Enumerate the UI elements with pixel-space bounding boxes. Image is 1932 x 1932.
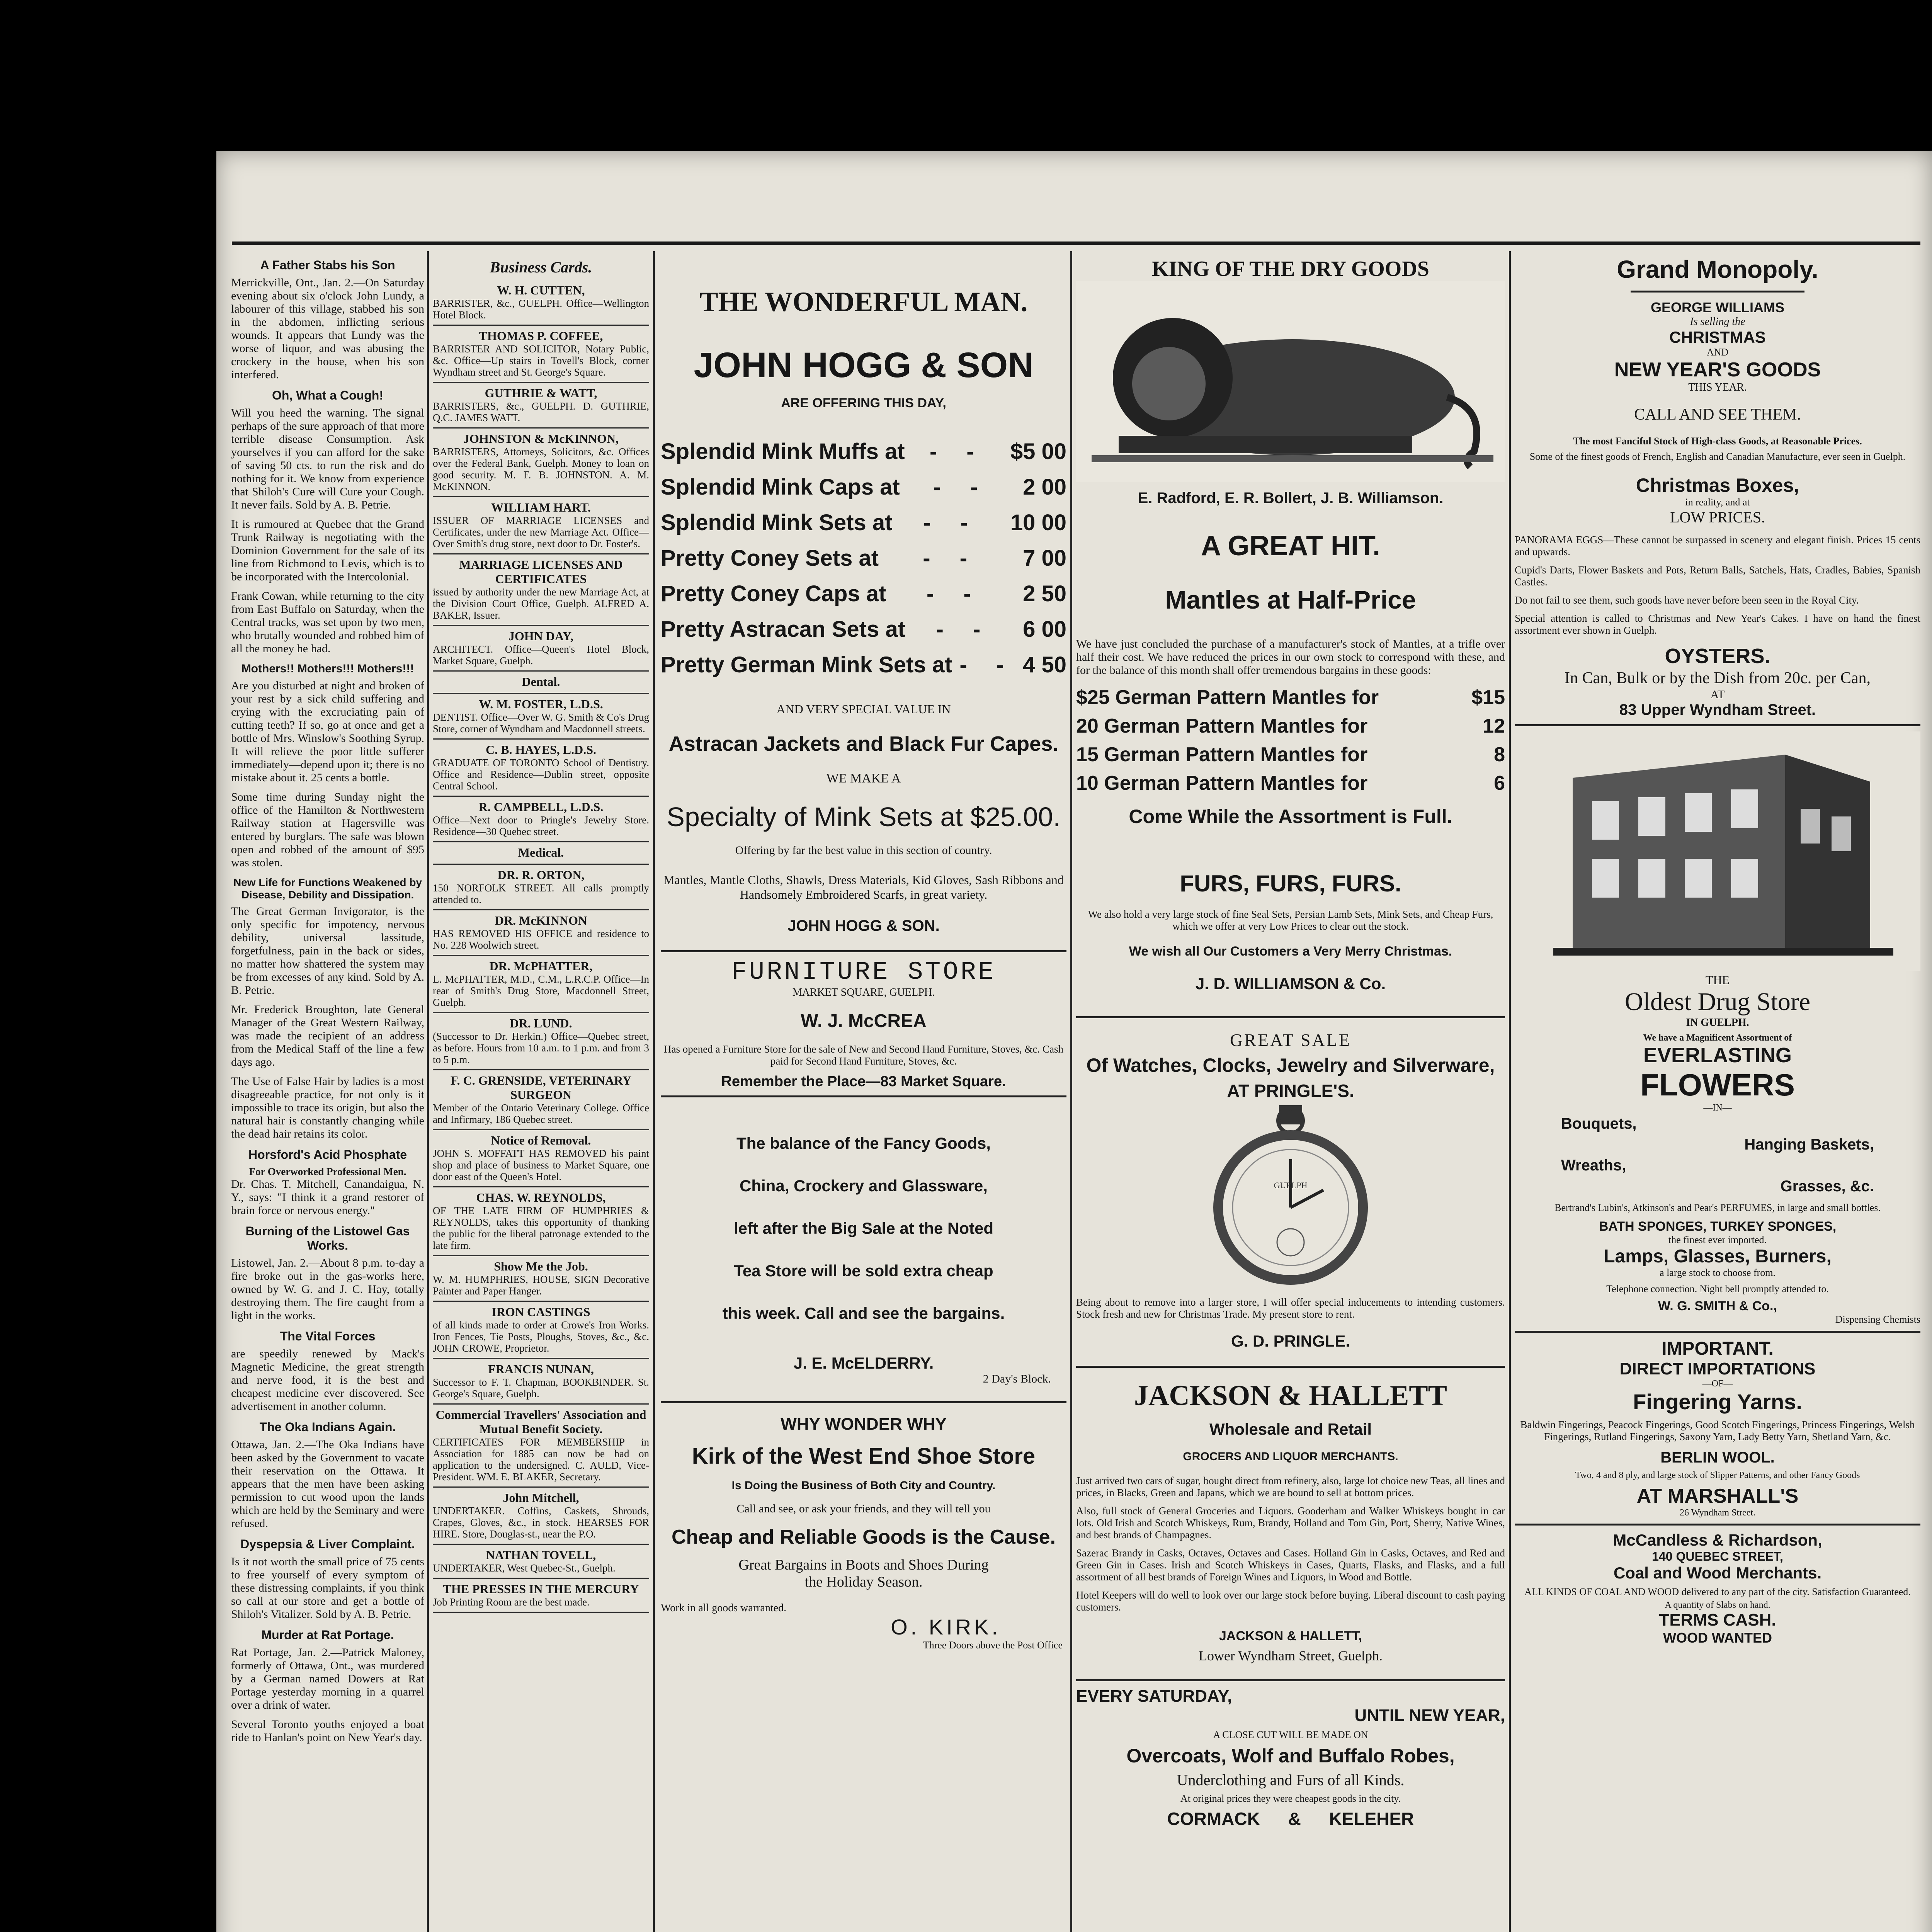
card-title: FRANCIS NUNAN, [488,1362,594,1376]
ad-text: the finest ever imported. [1668,1234,1767,1245]
item-name: Pretty German Mink Sets at [661,652,952,677]
item-price: $5 00 [1010,439,1066,464]
ad-name: GEORGE WILLIAMS [1651,299,1784,315]
item-name: Pretty Coney Sets at [661,546,879,571]
item-price: 7 00 [1023,546,1066,571]
headline: A Father Stabs his Son [260,258,395,272]
leader-dashes: - - [923,510,980,535]
article-text: Listowel, Jan. 2.—About 8 p.m. to-day a fire broke out in the gas-works here, owned by W. G. and J. C. Hay, totally destroying them. The fire caught from a light in the works. [231,1257,424,1322]
business-card [433,865,649,910]
card-title: GUTHRIE & WATT, [485,386,597,400]
ad-subtitle: Wholesale and Retail [1209,1420,1372,1438]
tea-store-ad [661,1103,1066,1342]
ad-text: Two, 4 and 8 ply, and large stock of Slipper Patterns, and other Fancy Goods [1575,1470,1860,1480]
ad-signature: O. KIRK. [891,1615,1001,1639]
business-card [433,1130,649,1187]
business-card-list [433,280,649,1613]
item-price: 10 00 [1010,510,1066,535]
article-text: Several Toronto youths enjoyed a boat ride to Hanlan's point on New Year's day. [231,1718,424,1744]
leader-dashes: - - [926,581,983,606]
article-text: Merrickville, Ont., Jan. 2.—On Saturday evening about six o'clock John Lundy, a labourer of this village, stabbed his son in the abdomen, inflicting serious wounds. It appears that Lundy was the worse of liquor, and was abusing the crockery in the house, when his son interfered. [231,276,424,381]
ad-text: PANORAMA EGGS—These cannot be surpassed in scenery and elegant finish. Prices 15 cents and upwards. [1515,534,1920,558]
divider [1076,1679,1505,1681]
lion-illustration [1076,281,1505,482]
card-title: IRON CASTINGS [492,1305,590,1319]
item-price: 2 50 [1023,581,1066,606]
leader-dashes: - - [923,546,979,571]
business-card [433,1187,649,1256]
price-row [661,505,1066,541]
ad-text: Lower Wyndham Street, Guelph. [1198,1648,1383,1663]
card-body: (Successor to Dr. Herkin.) Office—Quebec street, as before. Hours from 10 a.m. to 1 p.m. and from 3 to 5 p.m. [433,1031,649,1065]
ad-name: W. J. McCREA [801,1011,927,1031]
item-name: $25 German Pattern Mantles for [1076,686,1379,709]
ad-text: Mantles, Mantle Cloths, Shawls, Dress Materials, Kid Gloves, Sash Ribbons and Handsomely Embroidered Scarfs, in great variety. [663,873,1064,901]
ad-text: Bertrand's Lubin's, Atkinson's and Pear's PERFUMES, in large and small bottles. [1554,1202,1881,1213]
headline: Dyspepsia & Liver Complaint. [240,1537,415,1551]
article-text: Frank Cowan, while returning to the city from East Buffalo on Saturday, when the Central tracks, was set upon by two men, who brutally wounded and robbed him of all the money he had. [231,590,424,655]
business-card [433,797,649,842]
ad-title: Grand Monopoly. [1617,255,1818,283]
card-title: NATHAN TOVELL, [486,1548,596,1562]
card-title: Show Me the Job. [494,1259,588,1273]
article-text: The Great German Invigorator, is the only specific for impotency, nervous debility, universal lassitude, forgetfulness, pain in the back or sides, no matter how shattered the system may be from excesses of any kind. Sold by A. B. Petrie. [231,905,424,997]
item-price: $15 [1471,686,1505,709]
article-text: It is rumoured at Quebec that the Grand Trunk Railway is negotiating with the Dominion Government for the sale of its line from Richmond to Levis, which is to be incorporated with the Intercolonial. [231,518,424,583]
ad-text: AT [1710,688,1725,701]
ad-line: BATH SPONGES, TURKEY SPONGES, [1599,1219,1837,1234]
price-row [661,434,1066,469]
ad-line: BERLIN WOOL. [1660,1449,1775,1466]
card-title: JOHN DAY, [508,629,574,643]
card-title: Dental. [522,675,560,689]
ad-subtitle: GROCERS AND LIQUOR MERCHANTS. [1183,1450,1398,1463]
ad-title: UNTIL NEW YEAR, [1354,1706,1505,1725]
ad-line: left after the Big Sale at the Noted [733,1219,994,1237]
ad-signature: J. E. McELDERRY. [793,1354,934,1372]
card-title: WILLIAM HART. [491,500,591,514]
card-body: L. McPHATTER, M.D., C.M., L.R.C.P. Office—In rear of Smith's Drug Store, Macdonnell Street, Guelph. [433,973,649,1008]
ad-title: AT MARSHALL'S [1636,1485,1799,1507]
ad-text: AND [1706,347,1729,358]
business-card [433,740,649,797]
divider [1076,1366,1505,1368]
article-text: Mr. Frederick Broughton, late General Manager of the Great Western Railway, was made the recipient of an address from the Medical Staff of the line a few days ago. [231,1003,424,1068]
card-title: DR. McPHATTER, [489,959,593,973]
card-body: Successor to F. T. Chapman, BOOKBINDER. St. George's Square, Guelph. [433,1376,649,1400]
article-text: Dr. Chas. T. Mitchell, Canandaigua, N. Y., says: "I think it a grand restorer of brain force or nervous energy." [231,1178,424,1217]
item-price: 6 [1494,772,1505,794]
ad-signature: JACKSON & HALLETT, [1219,1629,1362,1643]
item-price: 6 00 [1023,617,1066,642]
business-card [433,1545,649,1579]
williamson-column [1076,251,1505,1932]
card-body: Job Printing Room are the best made. [433,1596,590,1608]
ad-line: WOOD WANTED [1663,1630,1772,1646]
card-body: BARRISTERS, Attorneys, Solicitors, &c. Offices over the Federal Bank, Guelph. Money to loan on good security. M. F. B. JOHNSTON. A. M. McKINNON. [433,446,649,492]
card-title: THOMAS P. COFFEE, [479,329,603,343]
ad-text: MARKET SQUARE, GUELPH. [792,986,935,998]
ad-text: At original prices they were cheapest goods in the city. [1180,1793,1401,1804]
card-title: Medical. [518,845,564,859]
card-body: ISSUER OF MARRIAGE LICENSES and Certificates, under the new Marriage Act. Office—Over Smith's drug store, next door to Dr. Foster's. [433,515,649,549]
ad-text: THIS YEAR. [1688,381,1747,393]
ad-text: Just arrived two cars of sugar, bought direct from refinery, also, large lot choice new Teas, all lines and prices, in Blacks, Green and Japans, which we are bound to sell at bottom prices. [1076,1475,1505,1498]
business-card [433,626,649,672]
divider [1515,724,1920,726]
article-text: are speedily renewed by Mack's Magnetic Medicine, the great strength and nerve food, it is the best and cheapest medicine ever discovered. See advertisement in another column. [231,1347,424,1413]
item-name: Pretty Coney Caps at [661,581,886,606]
business-card [433,1070,649,1130]
item-price: 8 [1494,743,1505,766]
ad-line: Specialty of Mink Sets at $25.00. [667,802,1061,832]
ad-text: Has opened a Furniture Store for the sale of New and Second Hand Furniture, Stoves, &c. Cash paid for Second Hand Furniture, Stoves, &c. [663,1043,1063,1067]
ad-text: Sazerac Brandy in Casks, Octaves, Octaves and Cases. Holland Gin in Casks, Octaves, and Red and Green Gin in Cases. Irish and Scotch Whiskeys in Cases, Quarts, Flasks, and Flasks, and a full assortment of all best brands of Foreign Wines and Liquors, in Wood and Bottle. [1076,1547,1505,1583]
ad-signature: G. D. PRINGLE. [1231,1332,1350,1350]
ad-signature: CORMACK & KELEHER [1167,1809,1414,1829]
newspaper-page [216,151,1932,1932]
column-rule [1509,251,1511,1932]
ad-title: Kirk of the West End Shoe Store [692,1444,1036,1469]
card-body: DENTIST. Office—Over W. G. Smith & Co's Drug Store, corner of Wyndham and Macdonnell streets. [433,711,649,735]
business-card [433,1405,649,1488]
divider [1515,1331,1920,1333]
item-price: 2 00 [1023,474,1066,500]
divider [661,1095,1066,1097]
card-body: issued by authority under the new Marriage Act, at the Division Court Office, Guelph. ALFRED A. BAKER, Issuer. [433,586,649,621]
business-card [433,1013,649,1070]
article-text: Are you disturbed at night and broken of your rest by a sick child suffering and crying with the excruciating pain of cutting teeth? If so, go at once and get a bottle of Mrs. Winslow's Soothing Syrup. It will relieve the poor little sufferer immediately—depend upon it; there is no mistake about it. 25 cents a bottle. [231,679,424,784]
divider [661,1401,1066,1403]
ad-title: FLOWERS [1640,1068,1795,1102]
mantle-price-list [1076,683,1505,798]
ad-text: Call and see, or ask your friends, and they will tell you [736,1502,991,1515]
ad-title: A GREAT HIT. [1201,531,1380,561]
ad-text: Special attention is called to Christmas and New Year's Cakes. I have on hand the finest assortment ever shown in Guelph. [1515,612,1920,636]
price-row [661,576,1066,612]
ad-text: A CLOSE CUT WILL BE MADE ON [1213,1729,1368,1740]
ad-text: A quantity of Slabs on hand. [1665,1600,1770,1610]
ad-title: JACKSON & HALLETT [1134,1380,1447,1412]
mantle-row [1076,769,1505,798]
card-body: BARRISTER, &c., GUELPH. Office—Wellington Hotel Block. [433,298,649,321]
ad-line: Come While the Assortment is Full. [1129,806,1452,827]
ad-line: DIRECT IMPORTATIONS [1619,1359,1816,1378]
ad-title: IMPORTANT. [1662,1338,1774,1359]
ad-text: Also, full stock of General Groceries and Liquors. Gooderham and Walker Whiskeys bought in car lots. Old Irish and Scotch Whiskeys, Rum, Brandy, Holland and Tom Gin, Port, Sherry, Native Wines, and best brands of Champagnes. [1076,1505,1505,1541]
business-card [433,1302,649,1359]
headline: The Vital Forces [280,1329,376,1343]
ad-text: Underclothing and Furs of all Kinds. [1177,1771,1405,1789]
ad-signature: JOHN HOGG & SON. [787,917,940,934]
item-price: 4 50 [1023,652,1066,677]
card-body: CERTIFICATES FOR MEMBERSHIP in Association for 1885 can now be had on application to the undersigned. C. AULD, Vice-President. WM. E. BLAKER, Secretary. [433,1436,649,1483]
subheadline: For Overworked Professional Men. [249,1166,406,1177]
ad-title: EVERY SATURDAY, [1076,1687,1232,1706]
business-card [433,280,649,326]
card-body: UNDERTAKER, West Quebec-St., Guelph. [433,1562,616,1574]
ad-title: Mantles at Half-Price [1165,585,1416,614]
ad-line: Coal and Wood Merchants. [1613,1564,1822,1582]
business-card [433,497,649,554]
divider [1076,1016,1505,1018]
business-cards-column [433,251,649,1932]
ad-text: Cupid's Darts, Flower Baskets and Pots, Return Balls, Satchels, Hats, Cradles, Babies, Spanish Castles. [1515,564,1920,588]
item-price: 12 [1483,715,1505,737]
headline: New Life for Functions Weakened by Disease, Debility and Dissipation. [233,876,422,901]
list-item: Wreaths, [1561,1157,1626,1174]
card-body: W. M. HUMPHRIES, HOUSE, SIGN Decorative Painter and Paper Hanger. [433,1274,649,1297]
list-item: Grasses, &c. [1780,1178,1874,1195]
price-row [661,647,1066,683]
article-text: The Use of False Hair by ladies is a most disagreeable practice, for not only is it impossible to trace its origin, but also the natural hair is constantly changing while the dead hair retains its color. [231,1075,424,1140]
ad-title: Oldest Drug Store [1624,988,1811,1016]
card-body: BARRISTER AND SOLICITOR, Notary Public, &c. Office—Up stairs in Tovell's Block, corner Wyndham street and St. George's Square. [433,343,649,378]
flower-list [1515,1113,1920,1197]
business-card [433,910,649,956]
card-title: CHAS. W. REYNOLDS, [476,1190,606,1204]
column-rule [427,251,429,1932]
card-body: BARRISTERS, &c., GUELPH. D. GUTHRIE, Q.C. JAMES WATT. [433,400,649,423]
ad-line: Lamps, Glasses, Burners, [1604,1246,1832,1267]
card-title: C. B. HAYES, L.D.S. [485,743,596,757]
list-item: Hanging Baskets, [1744,1136,1874,1153]
ad-text: Being about to remove into a larger store, I will offer special inducements to intending customers. Stock fresh and new for Christmas Trade. My present store to rent. [1076,1296,1505,1320]
mantle-row [1076,712,1505,740]
ad-text: Great Bargains in Boots and Shoes During the Holiday Season. [738,1557,989,1590]
card-body: UNDERTAKER. Coffins, Caskets, Shrouds, Crapes, Gloves, &c., in stock. HEARSES FOR HIRE. Store, Douglas-st., near the P.O. [433,1505,649,1540]
business-card [433,326,649,383]
ad-text: Telephone connection. Night bell promptly attended to. [1606,1283,1829,1294]
business-card [433,1359,649,1405]
card-body: 150 NORFOLK STREET. All calls promptly attended to. [433,882,649,905]
business-card [433,554,649,626]
ad-line: 83 Upper Wyndham Street. [1619,701,1816,718]
card-title: THE PRESSES IN THE MERCURY [443,1582,639,1596]
card-title: JOHNSTON & McKINNON, [463,432,619,446]
business-card [433,694,649,740]
ad-title: OYSTERS. [1665,645,1770,668]
ad-text: Offering by far the best value in this section of country. [735,844,992,857]
card-title: W. M. FOSTER, L.D.S. [479,697,603,711]
drug-store-illustration [1515,731,1920,971]
ad-text: AND VERY SPECIAL VALUE IN [776,702,951,716]
headline: The Oka Indians Again. [259,1420,396,1434]
mantle-row [1076,740,1505,769]
ad-text: 2 Day's Block. [983,1372,1051,1385]
item-name: Pretty Astracan Sets at [661,617,905,642]
card-title: John Mitchell, [503,1491,579,1505]
ad-text: Hotel Keepers will do well to look over our large stock before buying. Liberal discount to cash paying customers. [1076,1589,1505,1613]
ad-line: LOW PRICES. [1670,509,1765,526]
ad-signature: W. G. SMITH & Co., [1658,1299,1777,1313]
ad-text: WE MAKE A [826,771,901,786]
ad-line: TERMS CASH. [1659,1611,1776,1629]
watch-face-label: GUELPH [1274,1180,1308,1190]
business-card [433,1579,649,1613]
masthead-rule [232,242,1920,245]
ad-signature: J. D. WILLIAMSON & Co. [1195,975,1386,993]
card-title: MARRIAGE LICENSES AND CERTIFICATES [459,558,623,586]
article-text: Ottawa, Jan. 2.—The Oka Indians have been asked by the Government to vacate their reservation on the Ottawa. It appears that the men have been asking permission to cut wood upon the lands which are held by the Seminary and were refused. [231,1438,424,1530]
ad-text: Dispensing Chemists [1835,1314,1920,1325]
ad-line: NEW YEAR'S GOODS [1614,359,1821,381]
ad-text: In Can, Bulk or by the Dish from 20c. per Can, [1564,669,1871,687]
card-body: HAS REMOVED HIS OFFICE and residence to No. 228 Woolwich street. [433,928,649,951]
ad-text: Is selling the [1690,316,1745,328]
mantle-row [1076,683,1505,712]
ad-line: CHRISTMAS [1669,328,1766,346]
card-body: ARCHITECT. Office—Queen's Hotel Block, Market Square, Guelph. [433,643,649,667]
ad-title: Of Watches, Clocks, Jewelry and Silverware, [1086,1054,1495,1076]
ad-title: FURNITURE STORE [731,957,996,986]
card-title: F. C. GRENSIDE, VETERINARY SURGEON [450,1073,632,1102]
business-card [433,1488,649,1545]
business-card [433,1256,649,1302]
ad-title: AT PRINGLE'S. [1227,1081,1354,1101]
headline: Burning of the Listowel Gas Works. [245,1224,410,1252]
ad-line: EVERLASTING [1643,1044,1792,1067]
column-rule [1070,251,1072,1932]
ad-text: ALL KINDS OF COAL AND WOOD delivered to any part of the city. Satisfaction Guaranteed. [1524,1586,1911,1597]
item-name: Splendid Mink Muffs at [661,439,905,464]
ad-text: Is Doing the Business of Both City and Country. [731,1479,996,1492]
item-name: Splendid Mink Sets at [661,510,893,535]
headline: Murder at Rat Portage. [261,1628,394,1642]
ad-line: Tea Store will be sold extra cheap [734,1262,993,1280]
ad-line: Remember the Place—83 Market Square. [721,1073,1006,1090]
card-body: JOHN S. MOFFATT HAS REMOVED his paint shop and place of business to Market Square, one door east of the Queen's Hotel. [433,1148,649,1182]
business-card [433,383,649,429]
card-title: R. CAMPBELL, L.D.S. [478,800,604,814]
card-body: Office—Next door to Pringle's Jewelry Store. Residence—30 Quebec street. [433,814,649,837]
card-title: Commercial Travellers' Association and Mutual Benefit Society. [435,1408,646,1436]
leader-dashes: - - [929,439,986,464]
ad-text: Do not fail to see them, such goods have never before been seen in the Royal City. [1515,594,1859,606]
leader-dashes: - - [936,617,992,642]
ad-title: FURS, FURS, FURS. [1180,871,1401,896]
ad-line: We wish all Our Customers a Very Merry Christmas. [1129,944,1452,959]
item-name: 10 German Pattern Mantles for [1076,772,1368,794]
card-title: W. H. CUTTEN, [497,283,585,297]
article-text: Some time during Sunday night the office of the Hamilton & Northwestern Railway station at Hagersville was entered by burglars. The safe was blown open and robbed of the amount of $95 was stolen. [231,791,424,869]
ad-text: —IN— [1703,1103,1732,1113]
ad-text: THE [1705,973,1730,987]
ad-title: THE WONDERFUL MAN. [699,286,1028,317]
ad-text: We also hold a very large stock of fine Seal Sets, Persian Lamb Sets, Mink Sets, and Cheap Furs, which we offer at very Low Prices to clear out the stock. [1088,908,1493,932]
divider [1631,291,1804,293]
headline: Mothers!! Mothers!!! Mothers!!! [241,662,414,675]
ad-line: Overcoats, Wolf and Buffalo Robes, [1126,1745,1455,1767]
ad-text: Baldwin Fingerings, Peacock Fingerings, Good Scotch Fingerings, Princess Fingerings, Welsh Fingerings, Rutland Fingerings, Saxony Yarn, Lady Betty Yarn, Shetland Yarn, &c. [1520,1419,1915,1442]
card-title: DR. McKINNON [495,913,587,927]
price-row [661,469,1066,505]
price-list [661,434,1066,683]
card-title: DR. LUND. [510,1016,572,1030]
ad-text: a large stock to choose from. [1660,1267,1776,1278]
ad-line: Cheap and Reliable Goods is the Cause. [671,1526,1056,1548]
card-title: DR. R. ORTON, [497,868,585,882]
ad-partners: E. Radford, E. R. Bollert, J. B. Williamson. [1138,490,1444,507]
column-rule [653,251,655,1932]
article-text: Is it not worth the small price of 75 cents to free yourself of every symptom of these distressing complaints, if you think so call at our store and get a bottle of Shiloh's Vitalizer. Sold by A. B. Petrie. [231,1555,424,1621]
card-body: GRADUATE OF TORONTO School of Dentistry. Office and Residence—Dublin street, opposite Central School. [433,757,649,792]
leader-dashes: - - [959,652,1016,677]
divider [661,950,1066,952]
headline: Horsford's Acid Phosphate [248,1148,407,1162]
pocket-watch-illustration [1076,1101,1505,1287]
card-title: Notice of Removal. [491,1133,591,1147]
business-card [433,429,649,497]
business-card [433,956,649,1013]
article-text: Rat Portage, Jan. 2.—Patrick Maloney, formerly of Ottawa, Ont., was murdered by a German named Dowers at Rat Portage yesterday morning in a quarrel over a drink of water. [231,1646,424,1711]
ad-line: this week. Call and see the bargains. [722,1304,1005,1322]
business-card [433,842,649,865]
card-body: OF THE LATE FIRM OF HUMPHRIES & REYNOLDS, takes this opportunity of thanking the public for the liberal patronage extended to the late firm. [433,1205,649,1251]
section-heading: Business Cards. [490,259,592,276]
headline: Oh, What a Cough! [272,388,383,402]
business-card [433,672,649,694]
firm-name: JOHN HOGG & SON [694,345,1034,385]
price-row [661,541,1066,576]
leader-dashes: - - [933,474,990,500]
item-name: 20 German Pattern Mantles for [1076,715,1368,737]
list-item: Bouquets, [1561,1115,1637,1132]
ad-line: CALL AND SEE THEM. [1634,406,1801,423]
ad-text: in reality, and at [1685,497,1750,508]
card-body: of all kinds made to order at Crowe's Iron Works. Iron Fences, Tie Posts, Ploughs, Stoves, &c., &c. JOHN CROWE, Proprietor. [433,1319,649,1354]
ad-text: The most Fanciful Stock of High-class Goods, at Reasonable Prices. [1573,435,1862,447]
ad-text: Three Doors above the Post Office [923,1639,1063,1651]
article-text: Will you heed the warning. The signal perhaps of the sure approach of that more terrible disease Consumption. Ask yourselves if you can afford for the sake of saving 50 cts. to run the risk and do nothing for it. We know from experience that Shiloh's Cure will Cure your Cough. It never fails. Sold by A. B. Petrie. [231,406,424,511]
ad-line: China, Crockery and Glassware, [740,1177,988,1195]
ad-line: The balance of the Fancy Goods, [736,1134,991,1152]
ad-title: KING OF THE DRY GOODS [1152,257,1429,281]
item-name: Splendid Mink Caps at [661,474,900,500]
ad-subtitle: ARE OFFERING THIS DAY, [781,396,946,410]
hogg-column [661,251,1066,1932]
item-name: 15 German Pattern Mantles for [1076,743,1368,766]
price-row [661,612,1066,647]
ad-text: We have just concluded the purchase of a manufacturer's stock of Mantles, at a trifle over half their cost. We have reduced the prices in our own stock to correspond with these, and for the balance of this month shall offer tremendous bargains in these goods: [1076,638,1505,677]
ad-text: 26 Wyndham Street. [1679,1508,1756,1518]
card-body: Member of the Ontario Veterinary College. Office and Infirmary, 186 Quebec street. [433,1102,649,1125]
news-column [231,251,424,1932]
ad-text: We have a Magnificent Assortment of [1643,1033,1792,1043]
ad-title: Fingering Yarns. [1633,1389,1802,1414]
ad-text: Some of the finest goods of French, English and Canadian Manufacture, ever seen in Guelph. [1529,451,1906,462]
divider [1515,1524,1920,1526]
ad-line: Christmas Boxes, [1636,474,1799,496]
ad-title: GREAT SALE [1230,1030,1351,1050]
ad-title: WHY WONDER WHY [781,1415,947,1434]
ad-text: Work in all goods warranted. [661,1602,787,1614]
ad-text: —OF— [1702,1379,1733,1389]
ad-line: Astracan Jackets and Black Fur Capes. [668,732,1059,755]
ad-text: IN GUELPH. [1686,1017,1749,1029]
williams-column [1515,251,1920,1932]
ad-title: McCandless & Richardson, [1613,1531,1822,1549]
ad-text: 140 QUEBEC STREET, [1652,1549,1783,1563]
